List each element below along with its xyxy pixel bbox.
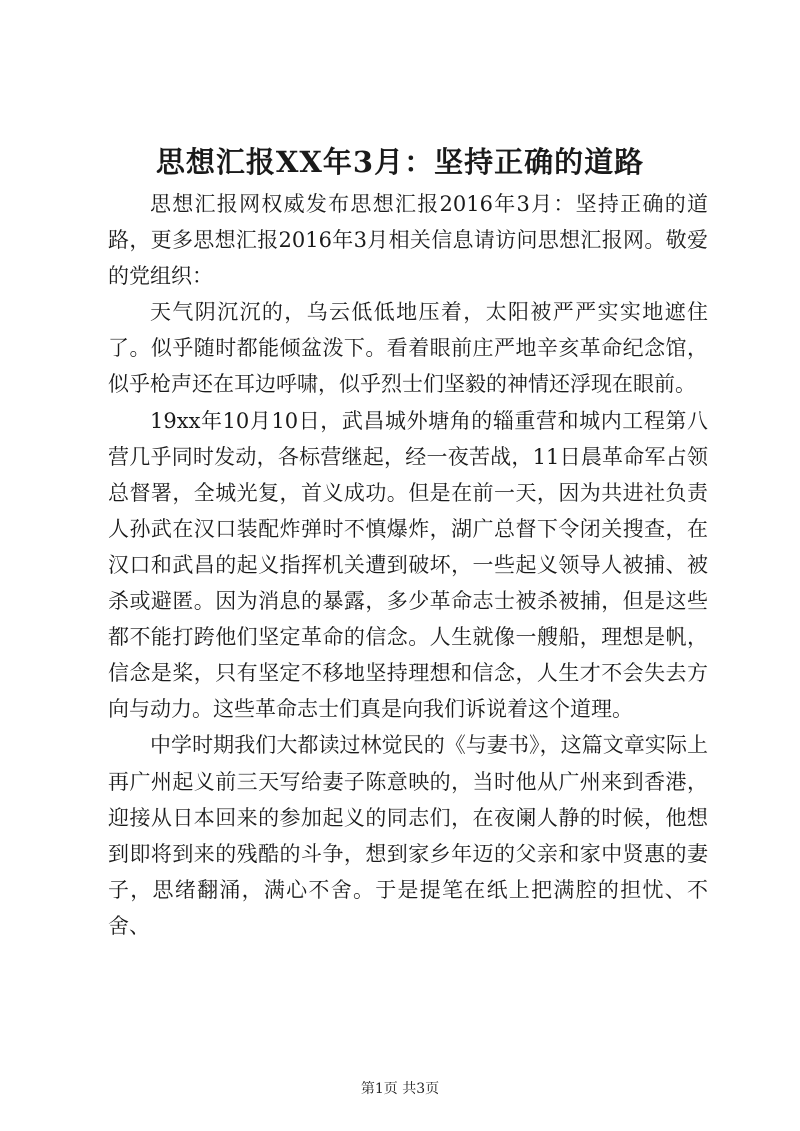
document-body: [108, 186, 708, 944]
paragraph-weather: 天气阴沉沉的，乌云低低地压着，太阳被严严实实地遮住了。似乎随时都能倾盆泼下。看着眼前庄严地辛亥革命纪念馆，似乎枪声还在耳边呼啸，似乎烈士们坚毅的神情还浮现在眼前。: [108, 300, 708, 397]
paragraph-intro: 思想汇报网权威发布思想汇报2016年3月：坚持正确的道路，更多思想汇报2016年3月相关信息请访问思想汇报网。敬爱的党组织：: [108, 192, 708, 289]
page-footer: 第1页 共3页: [360, 1081, 440, 1097]
paragraph-uprising: 19xx年10月10日，武昌城外塘角的辎重营和城内工程第八营几乎同时发动，各标营继起，经一夜苦战，11日晨革命军占领总督署，全城光复，首义成功。但是在前一天，因为共进社负责人孙武在汉口装配炸弹时不慎爆炸，湖广总督下令闭关搜查，在汉口和武昌的起义指挥机关遭到破坏，一些起义领导人被捕、被杀或避匿。因为消息的暴露，多少革命志士被杀被捕，但是这些都不能打跨他们坚定革命的信念。人生就像一艘船，理想是帆，信念是桨，只有坚定不移地坚持理想和信念，人生才不会失去方向与动力。这些革命志士们真是向我们诉说着这个道理。: [108, 408, 708, 722]
paragraph-letter: 中学时期我们大都读过林觉民的《与妻书》，这篇文章实际上再广州起义前三天写给妻子陈意映的，当时他从广州来到香港，迎接从日本回来的参加起义的同志们，在夜阑人静的时候，他想到即将到来的残酷的斗争，想到家乡年迈的父亲和家中贤惠的妻子，思绪翻涌，满心不舍。于是提笔在纸上把满腔的担忧、不舍、: [108, 733, 708, 938]
document-title: 思想汇报XX年3月：坚持正确的道路: [155, 145, 645, 179]
